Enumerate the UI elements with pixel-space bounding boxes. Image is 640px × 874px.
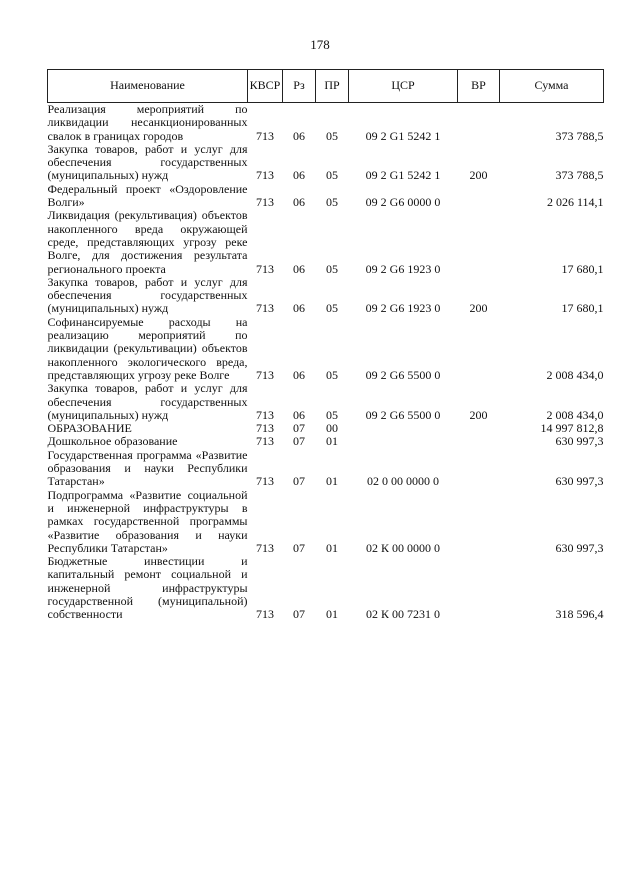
table-row	[48, 489, 604, 555]
row-vr	[458, 209, 500, 275]
row-csr: 02 К 00 7231 0	[365, 607, 440, 622]
row-csr: 09 2 G1 5242 1	[365, 168, 441, 183]
row-rz: 07	[293, 607, 305, 622]
row-rz: 06	[293, 168, 305, 183]
row-kvsr: 713	[256, 540, 274, 555]
table-row	[48, 276, 604, 316]
row-sum: 373 788,5	[555, 128, 604, 143]
row-pr: 05	[326, 128, 338, 143]
table-row	[48, 183, 604, 210]
row-name: Софинансируемые расходы на реализацию мероприятий по ликвидации (рекультивации) объектов накопленного экологического вреда, представляющих угрозу реке Волге	[47, 314, 248, 382]
header-vr: ВР	[458, 70, 500, 103]
row-pr: 01	[326, 607, 338, 622]
row-rz: 07	[293, 434, 305, 449]
header-rz: Рз	[283, 70, 316, 103]
row-name: Бюджетные инвестиции и капитальный ремонт социальной и инженерной инфраструктуры государственной (муниципальной) собственности	[47, 554, 248, 622]
row-vr	[458, 435, 500, 448]
row-pr: 05	[326, 261, 338, 276]
table-row	[48, 555, 604, 621]
row-pr: 01	[326, 540, 338, 555]
table-row	[48, 422, 604, 435]
row-kvsr: 713	[256, 301, 274, 316]
row-sum: 630 997,3	[555, 474, 604, 489]
row-rz: 06	[293, 301, 305, 316]
row-sum: 17 680,1	[561, 261, 604, 276]
row-kvsr: 713	[256, 407, 274, 422]
row-kvsr: 713	[256, 261, 274, 276]
row-vr	[458, 183, 500, 210]
row-name: ОБРАЗОВАНИЕ	[47, 421, 132, 436]
row-rz: 07	[293, 474, 305, 489]
row-rz: 06	[293, 407, 305, 422]
row-vr	[458, 422, 500, 435]
row-sum: 2 026 114,1	[546, 195, 604, 210]
budget-table	[47, 69, 604, 622]
row-kvsr: 713	[256, 128, 274, 143]
row-vr	[458, 449, 500, 489]
row-kvsr: 713	[256, 168, 274, 183]
table-row	[48, 103, 604, 143]
row-csr	[349, 422, 458, 435]
row-name: Закупка товаров, работ и услуг для обеспечения государственных (муниципальных) нужд	[47, 274, 248, 316]
header-csr: ЦСР	[349, 70, 458, 103]
row-pr: 01	[326, 474, 338, 489]
row-sum: 14 997 812,8	[540, 421, 604, 436]
row-sum: 2 008 434,0	[546, 407, 604, 422]
row-name: Закупка товаров, работ и услуг для обеспечения государственных (муниципальных) нужд	[47, 381, 248, 422]
row-sum: 630 997,3	[555, 540, 604, 555]
row-name: Ликвидация (рекультивация) объектов накопленного вреда окружающей среде, представляющих угрозу реке Волге, для достижения результата регионального проекта	[47, 208, 248, 276]
row-csr: 09 2 G6 0000 0	[365, 195, 441, 210]
table-row	[48, 316, 604, 382]
row-pr: 05	[326, 195, 338, 210]
row-csr: 09 2 G6 5500 0	[365, 367, 441, 382]
row-csr: 02 0 00 0000 0	[367, 474, 439, 489]
row-name: Государственная программа «Развитие образования и науки Республики Татарстан»	[47, 447, 248, 489]
row-sum: 318 596,4	[555, 607, 604, 622]
table-row	[48, 143, 604, 183]
row-vr	[458, 489, 500, 555]
row-rz: 06	[293, 128, 305, 143]
row-pr: 05	[326, 407, 338, 422]
header-pr: ПР	[316, 70, 349, 103]
table-row	[48, 209, 604, 275]
row-sum: 2 008 434,0	[546, 367, 604, 382]
row-csr: 09 2 G1 5242 1	[365, 128, 441, 143]
row-rz: 06	[293, 367, 305, 382]
header-name: Наименование	[48, 70, 248, 103]
table-row	[48, 435, 604, 448]
row-sum: 373 788,5	[555, 168, 604, 183]
row-kvsr: 713	[256, 474, 274, 489]
row-vr	[458, 103, 500, 143]
table-row	[48, 449, 604, 489]
row-name: Федеральный проект «Оздоровление Волги»	[47, 181, 248, 210]
header-kvsr: КВСР	[248, 70, 283, 103]
row-kvsr: 713	[256, 195, 274, 210]
row-kvsr: 713	[256, 367, 274, 382]
row-pr: 00	[326, 421, 338, 436]
row-name: Закупка товаров, работ и услуг для обеспечения государственных (муниципальных) нужд	[47, 141, 248, 183]
row-name: Реализация мероприятий по ликвидации несанкционированных свалок в границах городов	[47, 102, 248, 143]
page-number: 178	[310, 37, 330, 52]
row-vr	[458, 555, 500, 621]
table-header-row	[48, 70, 604, 103]
row-rz: 07	[293, 540, 305, 555]
row-csr	[349, 435, 458, 448]
row-rz: 06	[293, 261, 305, 276]
header-sum: Сумма	[500, 70, 604, 103]
row-name: Дошкольное образование	[47, 434, 178, 449]
row-csr: 09 2 G6 5500 0	[365, 407, 441, 422]
row-rz: 07	[293, 421, 305, 436]
row-csr: 09 2 G6 1923 0	[365, 301, 441, 316]
row-vr: 200	[469, 301, 488, 316]
row-rz: 06	[293, 195, 305, 210]
row-csr: 02 К 00 0000 0	[365, 540, 440, 555]
table-row	[48, 382, 604, 422]
row-name: Подпрограмма «Развитие социальной и инженерной инфраструктуры в рамках государственной программы «Развитие образования и науки Республики Татарстан»	[47, 487, 248, 555]
row-vr: 200	[469, 168, 488, 183]
row-kvsr: 713	[256, 607, 274, 622]
row-sum: 17 680,1	[561, 301, 604, 316]
row-kvsr: 713	[256, 421, 274, 436]
row-vr: 200	[469, 407, 488, 422]
row-pr: 05	[326, 301, 338, 316]
row-pr: 05	[326, 168, 338, 183]
row-pr: 01	[326, 434, 338, 449]
row-pr: 05	[326, 367, 338, 382]
row-vr	[458, 316, 500, 382]
row-kvsr: 713	[256, 434, 274, 449]
row-csr: 09 2 G6 1923 0	[365, 261, 441, 276]
row-sum: 630 997,3	[555, 434, 604, 449]
